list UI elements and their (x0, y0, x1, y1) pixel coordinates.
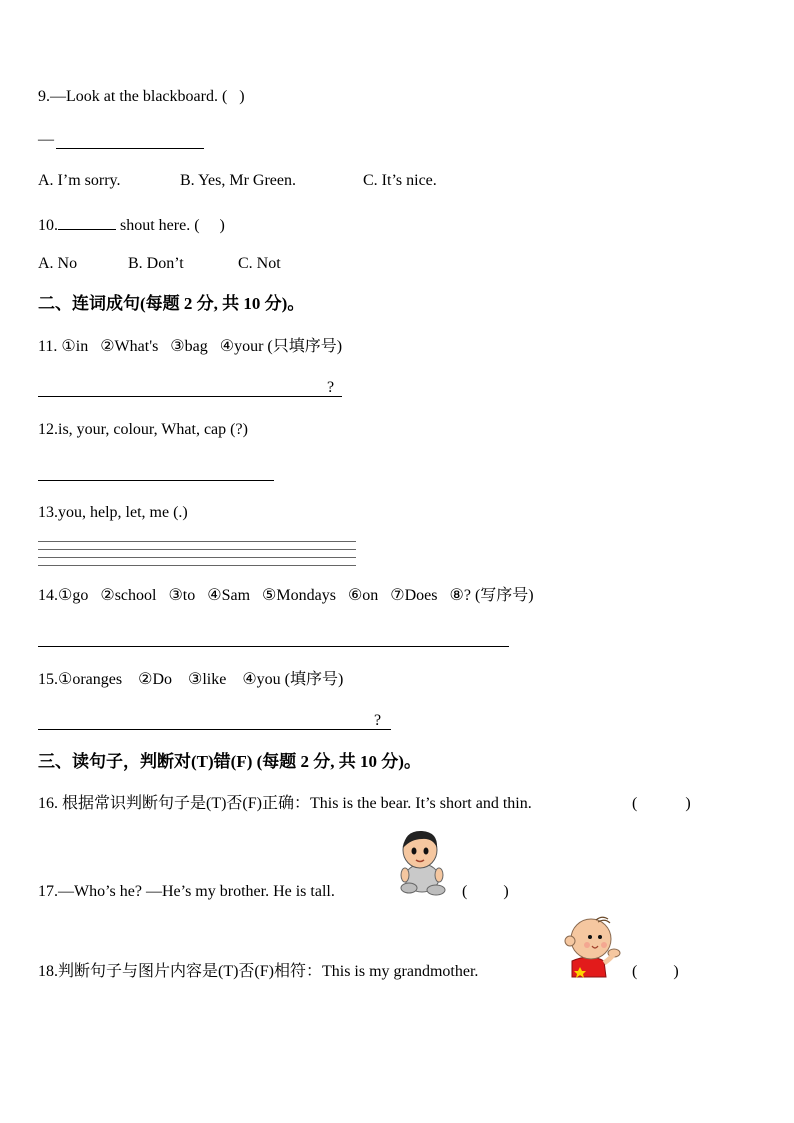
q10-blank[interactable] (58, 213, 116, 230)
q18-answer-paren[interactable]: ( ) (632, 963, 679, 980)
q11-answer-line[interactable] (38, 396, 342, 397)
q10-option-a: A. No (38, 255, 78, 272)
q16-stem: 16. 根据常识判断句子是(T)否(F)正确：This is the bear. It’s short and thin. (38, 795, 532, 812)
q11-stem: 11. ①in ②What's ③bag ④your (只填序号) (38, 338, 343, 355)
q10-option-b: B. Don’t (128, 255, 184, 272)
q9-option-b: B. Yes, Mr Green. (180, 172, 296, 189)
q15-question-mark: ? (374, 712, 382, 729)
boy-picture (395, 828, 449, 896)
q10-stem (38, 213, 225, 236)
q12-stem: 12.is, your, colour, What, cap (?) (38, 421, 248, 438)
q9-stem: 9.—Look at the blackboard. ( ) (38, 88, 245, 105)
q13-writing-line-3[interactable] (38, 557, 356, 558)
q11-question-mark: ? (327, 379, 335, 396)
q13-writing-line-4[interactable] (38, 565, 356, 566)
q17-stem: 17.—Who’s he? —He’s my brother. He is tall. (38, 883, 335, 900)
q13-writing-line-2[interactable] (38, 549, 356, 550)
q12-answer-line[interactable] (38, 480, 274, 481)
q10-option-c: C. Not (238, 255, 281, 272)
q13-writing-line-1[interactable] (38, 541, 356, 542)
section-3-heading: 三、读句子，判断对(T)错(F) (每题 2 分, 共 10 分)。 (38, 752, 421, 771)
q9-option-a: A. I’m sorry. (38, 172, 121, 189)
q17-answer-paren[interactable]: ( ) (462, 883, 509, 900)
q18-stem: 18.判断句子与图片内容是(T)否(F)相符：This is my grandmother. (38, 963, 479, 980)
q10-number: 10. (38, 217, 58, 234)
q16-answer-paren[interactable]: ( ) (632, 795, 691, 812)
baby-picture (558, 915, 624, 981)
q9-answer-line[interactable] (56, 148, 204, 149)
q10-rest: shout here. ( ) (116, 217, 225, 234)
q9-answer-dash: — (38, 131, 54, 148)
q9-option-c: C. It’s nice. (363, 172, 437, 189)
q14-stem: 14.①go ②school ③to ④Sam ⑤Mondays ⑥on ⑦Does ⑧? (写序号) (38, 587, 534, 604)
q15-answer-line[interactable] (38, 729, 391, 730)
q15-stem: 15.①oranges ②Do ③like ④you (填序号) (38, 671, 344, 688)
section-2-heading: 二、连词成句(每题 2 分, 共 10 分)。 (38, 294, 305, 313)
q14-answer-line[interactable] (38, 646, 509, 647)
q13-stem: 13.you, help, let, me (.) (38, 504, 188, 521)
